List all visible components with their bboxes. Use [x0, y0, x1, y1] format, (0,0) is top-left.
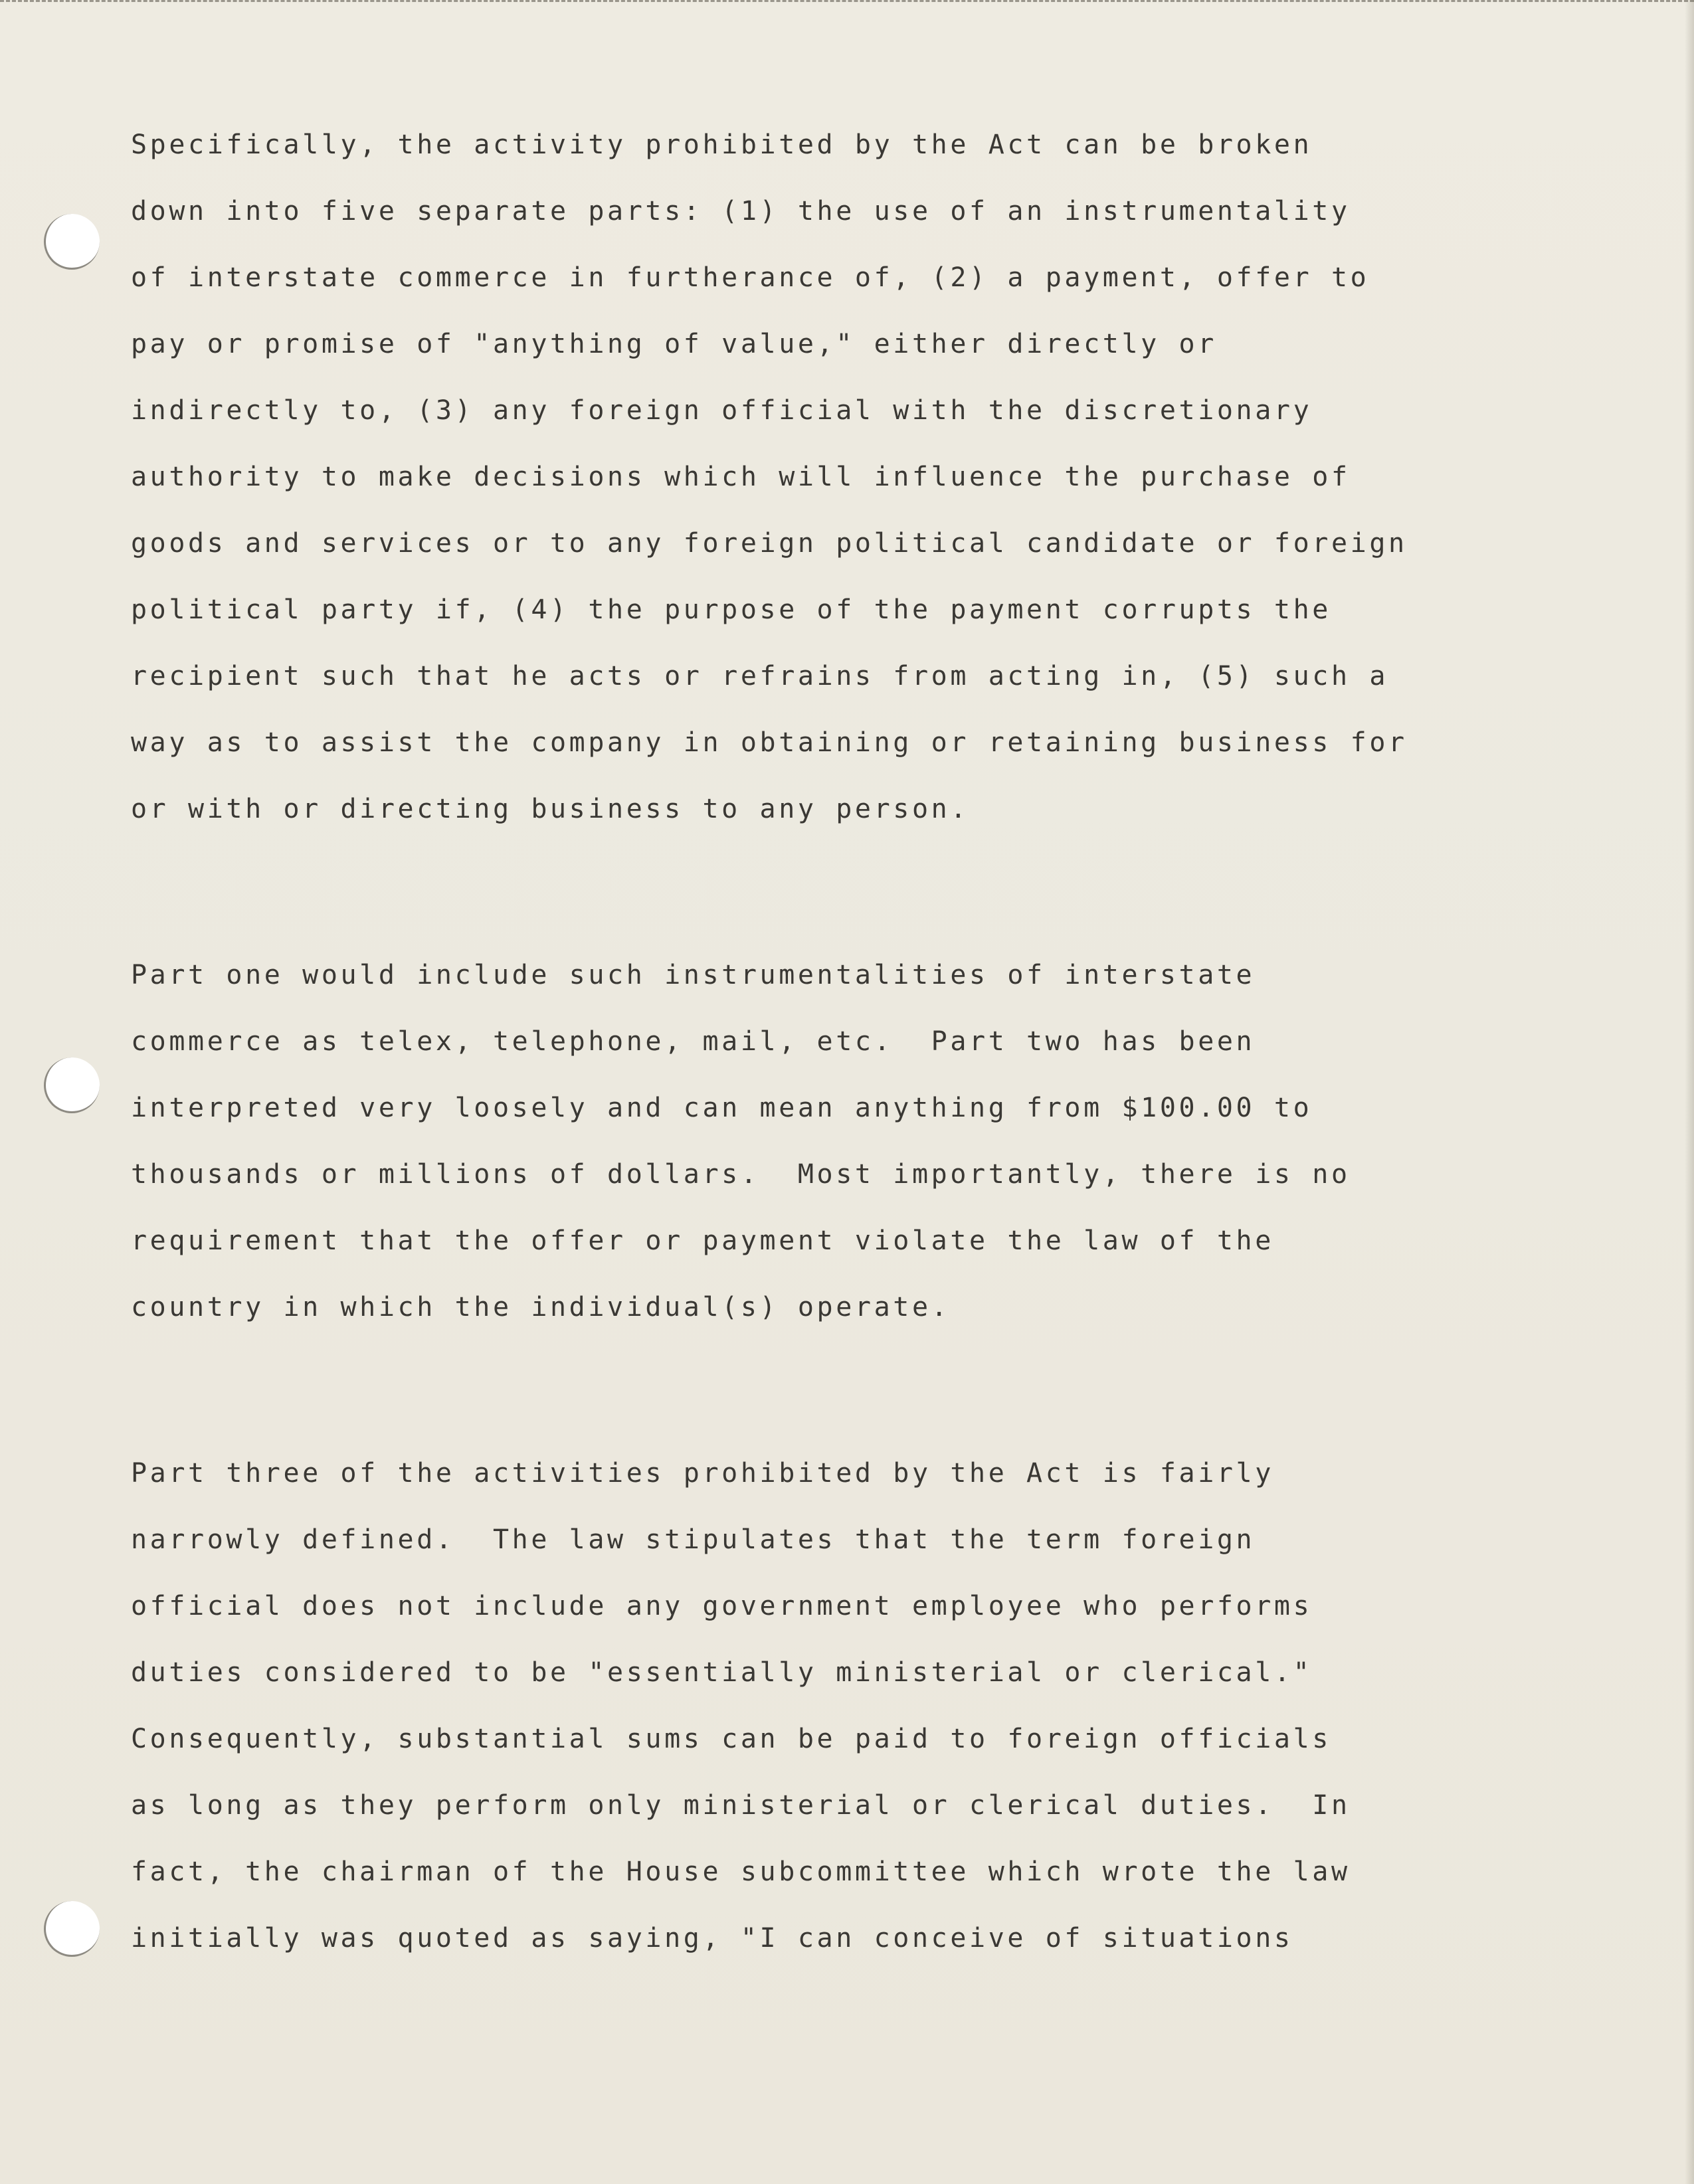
text-line: authority to make decisions which will influence the purchase of	[131, 462, 1351, 492]
text-line: Specifically, the activity prohibited by the Act can be broken	[131, 130, 1313, 160]
text-line: recipient such that he acts or refrains from acting in, (5) such a	[131, 661, 1389, 691]
paragraph-elements-of-violation	[131, 112, 1626, 842]
text-line: duties considered to be "essentially ministerial or clerical."	[131, 1657, 1313, 1688]
text-line: political party if, (4) the purpose of the payment corrupts the	[131, 594, 1331, 625]
text-line: of interstate commerce in furtherance of, (2) a payment, offer to	[131, 262, 1370, 293]
punch-hole-middle	[44, 1057, 100, 1113]
text-line: initially was quoted as saying, "I can conceive of situations	[131, 1923, 1293, 1954]
punch-hole-bottom	[44, 1901, 100, 1957]
punch-hole-top	[44, 214, 100, 270]
text-line: down into five separate parts: (1) the use of an instrumentality	[131, 196, 1351, 227]
text-line: goods and services or to any foreign political candidate or foreign	[131, 528, 1408, 559]
text-line: requirement that the offer or payment violate the law of the	[131, 1226, 1274, 1256]
text-line: Consequently, substantial sums can be paid to foreign officials	[131, 1724, 1331, 1754]
text-line: fact, the chairman of the House subcommittee which wrote the law	[131, 1857, 1351, 1887]
text-line: interpreted very loosely and can mean anything from $100.00 to	[131, 1093, 1313, 1123]
text-line: thousands or millions of dollars. Most importantly, there is no	[131, 1159, 1351, 1190]
paragraph-part-three	[131, 1440, 1626, 1971]
text-line: Part three of the activities prohibited by the Act is fairly	[131, 1458, 1274, 1489]
text-line: as long as they perform only ministerial or clerical duties. In	[131, 1790, 1351, 1821]
text-line: or with or directing business to any person.	[131, 794, 970, 824]
text-line: official does not include any government employee who performs	[131, 1591, 1313, 1621]
text-line: commerce as telex, telephone, mail, etc. Part two has been	[131, 1026, 1256, 1057]
text-line: Part one would include such instrumentalities of interstate	[131, 960, 1256, 990]
text-line: indirectly to, (3) any foreign official with the discretionary	[131, 395, 1313, 426]
text-line: narrowly defined. The law stipulates that the term foreign	[131, 1524, 1256, 1555]
paragraph-parts-one-and-two	[131, 942, 1626, 1340]
text-line: country in which the individual(s) operate.	[131, 1292, 951, 1322]
page-right-edge	[1685, 0, 1694, 2184]
document-body	[131, 112, 1626, 1971]
text-line: pay or promise of "anything of value," either directly or	[131, 329, 1217, 359]
perforated-top-edge	[0, 0, 1694, 6]
text-line: way as to assist the company in obtaining or retaining business for	[131, 727, 1408, 758]
